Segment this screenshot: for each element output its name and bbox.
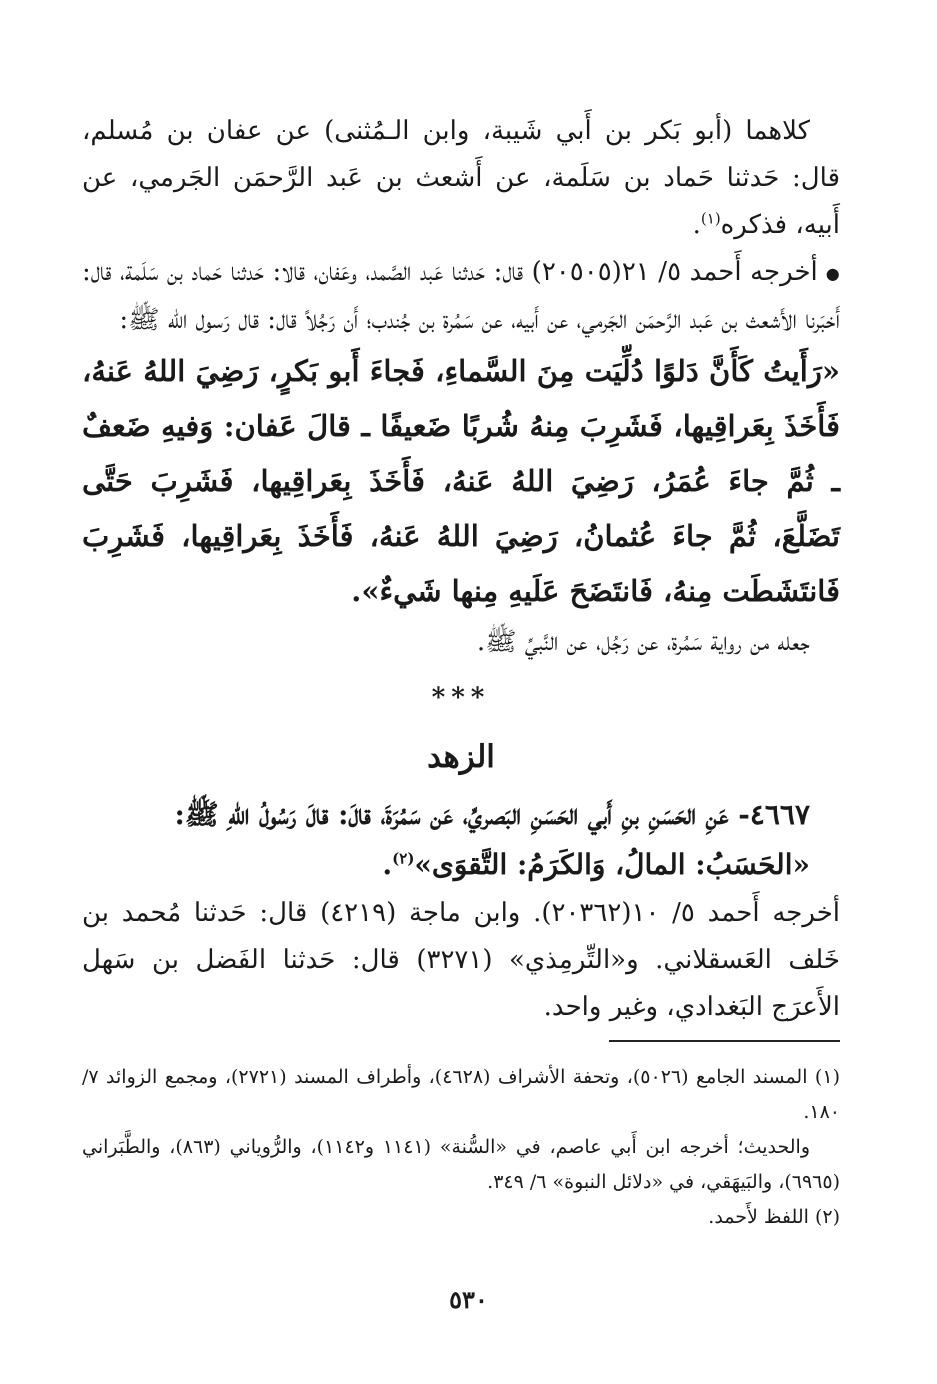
paragraph-isnad-text: كلاهما (أبو بَكر بن أَبي شَيبة، وابن الـمُثنى) عن عفان بن مُسلم، قال: حَدثنا حَماد بن سَلَمة، عن أَشعث بن عَبد الرَّحمَن الجَرمي، عن أَبيه، فذكره (82, 116, 840, 240)
footnote-2: (٢) اللفظ لأَحمد. (708, 1206, 840, 1228)
section-title: الزهد (427, 738, 495, 775)
paragraph-isnad (82, 108, 840, 249)
paragraph-isnad-end: . (692, 210, 701, 240)
hadith-quote-dream: «رَأَيتُ كَأَنَّ دَلوًا دُلِّيَت مِنَ السَّماءِ، فَجاءَ أَبو بَكرٍ، رَضِيَ اللهُ عَنهُ، فَأَخَذَ بِعَراقِيها، فَشَرِبَ مِنهُ شُربًا ضَعيفًا ـ قالَ عَفان: وَفيهِ ضَعفٌ ـ ثُمَّ جاءَ عُمَرُ، رَضِيَ اللهُ عَنهُ، فَأَخَذَ بِعَراقِيها، فَشَرِبَ حَتَّى تَضَلَّعَ، ثُمَّ جاءَ عُثمانُ، رَضِيَ اللهُ عَنهُ، فَأَخَذَ بِعَراقِيها، فَشَرِبَ فَانتَشَطَت مِنهُ، فَانتَضَحَ عَلَيهِ مِنها شَيءٌ». (82, 353, 840, 608)
footnote-marker-1: (١) (700, 209, 721, 228)
hadith-4667-quote-end: . (382, 847, 393, 881)
footnote-divider (609, 1040, 840, 1042)
hadith-4667-quote (82, 840, 840, 890)
footnote-1: (١) المسند الجامع (٥٠٢٦)، وتحفة الأشراف (٤٦٢٨)، وأطراف المسند (٢٧٢١)، ومجمع الزوائد ٧/ ١٨٠. (82, 1066, 840, 1123)
hadith-4667-quote-text: «الحَسَبُ: المالُ، وَالكَرَمُ: التَّقوَى» (414, 847, 810, 881)
hadith-4667-source: أخرجه أَحمد ٥/ ١٠(٢٠٣٦٢). وابن ماجة (٤٢١٩) قال: حَدثنا مُحمد بن خَلف العَسقلاني. و«التِّرمِذي» (٣٢٧١) قال: حَدثنا الفَضل بن سَهل الأَعرَج البَغدادي، وغير واحد. (82, 897, 840, 1022)
footnotes (82, 1060, 840, 1235)
page-body (82, 108, 840, 1031)
page-number: ٥٣٠ (449, 1285, 488, 1314)
footnote-marker-2: (٢) (392, 849, 415, 868)
paragraph-note: جعله من رواية سَمُرة، عن رَجُل، عن النَّبيِّ ﷺ. (476, 626, 810, 657)
hadith-4667: ٤٦٦٧- عَنِ الحَسَنِ بنِ أَبي الحَسَنِ البَصريِّ، عَن سَمُرَةَ، قالَ: قالَ رَسُولُ اللهِ ﷺ: (174, 797, 810, 831)
paragraph-takhrij: ● أخرجه أَحمد ٥/ ٢١(٢٠٥٠٥) قال: حَدثنا عَبد الصَّمد، وعَفان، قالا: حَدثنا حَماد بن سَلَمة، قال: أَخبَرنا الأَشعث بن عَبد الرَّحمَن الجَرمي، عن أَبيه، عن سَمُرة بن جُندب؛ أَن رَجُلاً قال: قال رَسول الله ﷺ: (82, 249, 840, 344)
footnote-1-continuation: والحديث؛ أخرجه ابن أَبي عاصم، في «السُّنة» (١١٤١ و١١٤٢)، والرُّوياني (٨٦٣)، والطَّبَراني (٦٩٦٥)، والبَيهَقي، في «دلائل النبوة» ٦/ ٣٤٩. (82, 1136, 840, 1193)
section-separator: *** (431, 682, 491, 713)
